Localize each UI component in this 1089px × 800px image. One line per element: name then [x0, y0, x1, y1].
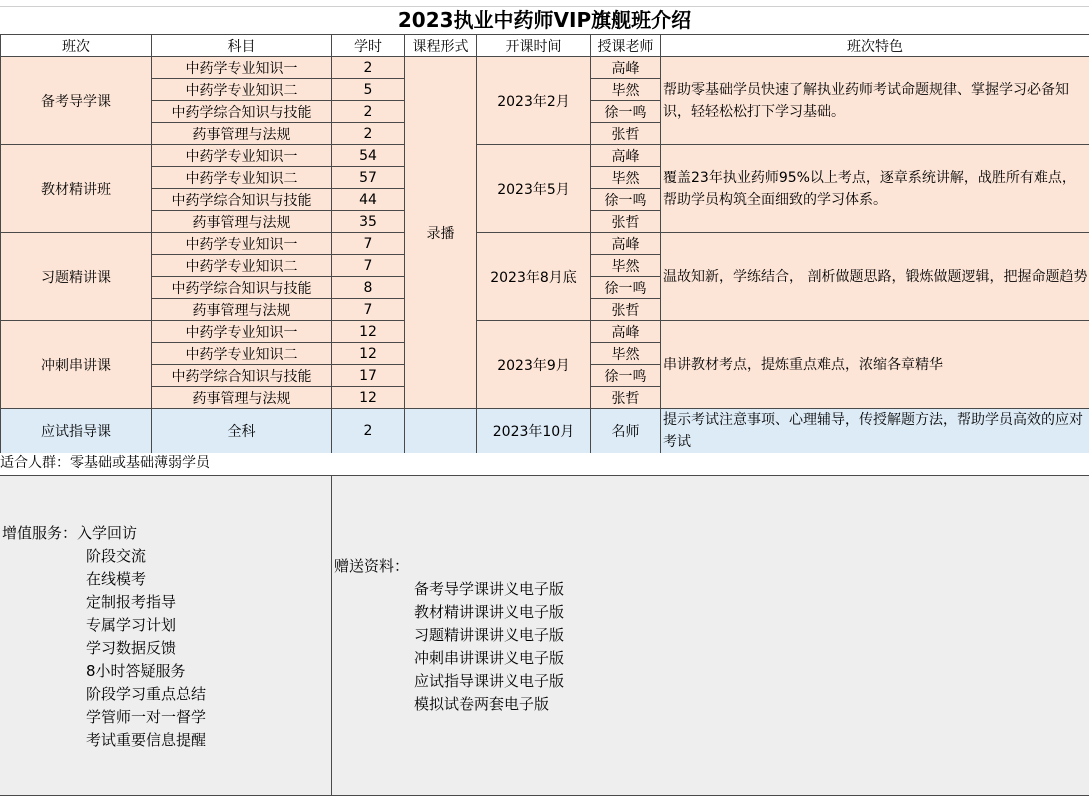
gift-item: 习题精讲课讲义电子版 [334, 624, 564, 647]
services-label: 增值服务：入学回访 [2, 522, 206, 545]
subject-cell[interactable]: 药事管理与法规 [152, 211, 332, 233]
service-item: 考试重要信息提醒 [2, 729, 206, 752]
column-divider [331, 476, 332, 800]
hours-cell[interactable]: 12 [332, 387, 405, 409]
subject-cell[interactable]: 中药学专业知识一 [152, 145, 332, 167]
teacher-cell[interactable]: 名师 [591, 409, 661, 454]
header-cell[interactable]: 科目 [152, 35, 332, 57]
gift-item: 备考导学课讲义电子版 [334, 578, 564, 601]
hours-cell[interactable]: 12 [332, 321, 405, 343]
header-cell[interactable]: 学时 [332, 35, 405, 57]
hours-cell[interactable]: 57 [332, 167, 405, 189]
gift-item: 应试指导课讲义电子版 [334, 670, 564, 693]
hours-cell[interactable]: 7 [332, 255, 405, 277]
subject-cell[interactable]: 中药学专业知识二 [152, 343, 332, 365]
subject-cell[interactable]: 中药学综合知识与技能 [152, 101, 332, 123]
teacher-cell[interactable]: 高峰 [591, 57, 661, 79]
gift-item: 冲刺串讲课讲义电子版 [334, 647, 564, 670]
hours-cell[interactable]: 8 [332, 277, 405, 299]
subject-cell[interactable]: 中药学综合知识与技能 [152, 277, 332, 299]
subject-cell[interactable]: 中药学综合知识与技能 [152, 189, 332, 211]
sheet-bottom-edge [0, 795, 1089, 800]
teacher-cell[interactable]: 毕然 [591, 79, 661, 101]
hours-cell[interactable]: 44 [332, 189, 405, 211]
teacher-cell[interactable]: 高峰 [591, 233, 661, 255]
header-cell[interactable]: 班次 [1, 35, 152, 57]
subject-cell[interactable]: 中药学专业知识二 [152, 79, 332, 101]
teacher-cell[interactable]: 张哲 [591, 299, 661, 321]
teacher-cell[interactable]: 张哲 [591, 387, 661, 409]
subject-cell[interactable]: 全科 [152, 409, 332, 454]
feature-cell[interactable]: 帮助零基础学员快速了解执业药师考试命题规律、掌握学习必备知识，轻轻松松打下学习基础。 [661, 57, 1089, 145]
hours-cell[interactable]: 35 [332, 211, 405, 233]
header-row [1, 35, 1089, 57]
hours-cell[interactable]: 7 [332, 299, 405, 321]
service-item: 在线模考 [2, 568, 206, 591]
hours-cell[interactable]: 17 [332, 365, 405, 387]
services-block[interactable] [2, 522, 206, 752]
format-cell[interactable]: 录播 [405, 57, 477, 409]
subject-cell[interactable]: 药事管理与法规 [152, 123, 332, 145]
teacher-cell[interactable]: 毕然 [591, 255, 661, 277]
subject-cell[interactable]: 中药学专业知识一 [152, 321, 332, 343]
target-audience[interactable]: 适合人群：零基础或基础薄弱学员 [0, 453, 1089, 474]
class-name-cell[interactable]: 备考导学课 [1, 57, 152, 145]
service-item: 专属学习计划 [2, 614, 206, 637]
table-row [1, 233, 1089, 255]
teacher-cell[interactable]: 徐一鸣 [591, 101, 661, 123]
feature-cell[interactable]: 温故知新，学练结合， 剖析做题思路，锻炼做题逻辑，把握命题趋势 [661, 233, 1089, 321]
table-row [1, 409, 1089, 454]
class-name-cell[interactable]: 应试指导课 [1, 409, 152, 454]
gifts-block[interactable] [334, 555, 564, 716]
hours-cell[interactable]: 2 [332, 123, 405, 145]
teacher-cell[interactable]: 高峰 [591, 145, 661, 167]
teacher-cell[interactable]: 毕然 [591, 343, 661, 365]
start-time-cell[interactable]: 2023年5月 [477, 145, 591, 233]
service-item: 学习数据反馈 [2, 637, 206, 660]
header-cell[interactable]: 班次特色 [661, 35, 1089, 57]
service-item: 阶段学习重点总结 [2, 683, 206, 706]
teacher-cell[interactable]: 张哲 [591, 123, 661, 145]
teacher-cell[interactable]: 毕然 [591, 167, 661, 189]
start-time-cell[interactable]: 2023年10月 [477, 409, 591, 454]
table-row [1, 145, 1089, 167]
format-cell[interactable] [405, 409, 477, 454]
feature-cell[interactable]: 串讲教材考点，提炼重点难点，浓缩各章精华 [661, 321, 1089, 409]
teacher-cell[interactable]: 徐一鸣 [591, 277, 661, 299]
subject-cell[interactable]: 药事管理与法规 [152, 387, 332, 409]
subject-cell[interactable]: 中药学综合知识与技能 [152, 365, 332, 387]
hours-cell[interactable]: 7 [332, 233, 405, 255]
teacher-cell[interactable]: 高峰 [591, 321, 661, 343]
lower-panel [0, 475, 1089, 800]
service-item: 定制报考指导 [2, 591, 206, 614]
start-time-cell[interactable]: 2023年8月底 [477, 233, 591, 321]
table-row [1, 57, 1089, 79]
hours-cell[interactable]: 2 [332, 101, 405, 123]
hours-cell[interactable]: 54 [332, 145, 405, 167]
gift-item: 教材精讲课讲义电子版 [334, 601, 564, 624]
subject-cell[interactable]: 中药学专业知识一 [152, 233, 332, 255]
service-item: 8小时答疑服务 [2, 660, 206, 683]
service-item: 学管师一对一督学 [2, 706, 206, 729]
start-time-cell[interactable]: 2023年2月 [477, 57, 591, 145]
hours-cell[interactable]: 2 [332, 57, 405, 79]
course-table [0, 34, 1089, 454]
hours-cell[interactable]: 12 [332, 343, 405, 365]
teacher-cell[interactable]: 徐一鸣 [591, 365, 661, 387]
class-name-cell[interactable]: 冲刺串讲课 [1, 321, 152, 409]
hours-cell[interactable]: 5 [332, 79, 405, 101]
hours-cell[interactable]: 2 [332, 409, 405, 454]
class-name-cell[interactable]: 教材精讲班 [1, 145, 152, 233]
header-cell[interactable]: 授课老师 [591, 35, 661, 57]
header-cell[interactable]: 课程形式 [405, 35, 477, 57]
subject-cell[interactable]: 中药学专业知识二 [152, 167, 332, 189]
teacher-cell[interactable]: 张哲 [591, 211, 661, 233]
class-name-cell[interactable]: 习题精讲课 [1, 233, 152, 321]
sheet-title[interactable]: 2023执业中药师VIP旗舰班介绍 [0, 6, 1089, 34]
header-cell[interactable]: 开课时间 [477, 35, 591, 57]
subject-cell[interactable]: 中药学专业知识一 [152, 57, 332, 79]
gift-item: 模拟试卷两套电子版 [334, 693, 564, 716]
teacher-cell[interactable]: 徐一鸣 [591, 189, 661, 211]
feature-cell[interactable]: 覆盖23年执业药师95%以上考点，逐章系统讲解，战胜所有难点，帮助学员构筑全面细致的学习体系。 [661, 145, 1089, 233]
service-item: 阶段交流 [2, 545, 206, 568]
start-time-cell[interactable]: 2023年9月 [477, 321, 591, 409]
gifts-label: 赠送资料： [334, 555, 564, 578]
feature-cell[interactable]: 提示考试注意事项、心理辅导，传授解题方法，帮助学员高效的应对考试 [661, 409, 1089, 454]
table-row [1, 321, 1089, 343]
subject-cell[interactable]: 中药学专业知识二 [152, 255, 332, 277]
subject-cell[interactable]: 药事管理与法规 [152, 299, 332, 321]
